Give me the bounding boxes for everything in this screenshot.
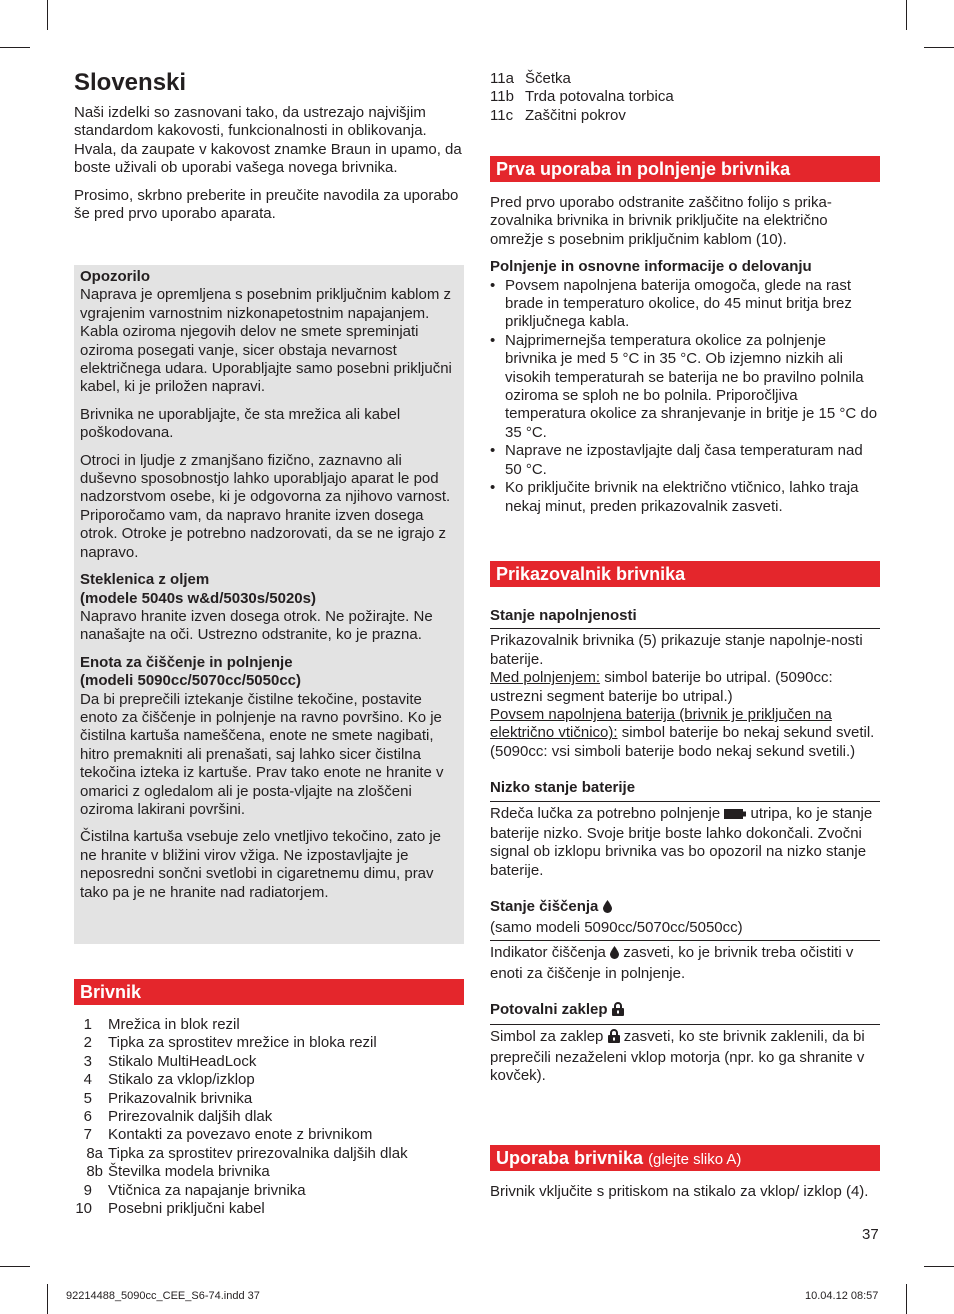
section-bar-brivnik	[74, 979, 464, 1005]
first-use-section	[490, 194, 880, 516]
list-item: 8a Tipka za sprostitev prirezovalnika daljših dlak	[86, 1144, 408, 1162]
crop-mark	[906, 0, 907, 30]
list-item: 7 Kontakti za povezavo enote z brivnikom	[83, 1126, 373, 1144]
warning-paragraph: Otroci in ljudje z zmanjšano fizično, zaznavno ali duševno sposobnostjo lahko uporabljajo aparat le pod nadzorstvom osebe, ki je odgovorna za njihovo varnost. Priporočamo vam, da napravo hranite izven dosega otrok. Otroke je potrebno nadzorovati, da se ne igrajo z napravo.	[80, 451, 451, 561]
list-item: 11c Zaščitni pokrov	[490, 106, 626, 124]
usage-section	[490, 1183, 880, 1201]
list-item: • Najprimernejša temperatura okolice za polnjenje brivnika je med 5 °C in 35 °C. Ob izjemno nizkih ali visokih temperaturah se baterija ne bo pravilno polnila oziroma se sploh ne bo polnila. Priporočljiva temperatura okolice za shranjevanje in britje je 15 °C do 35 °C.	[490, 332, 880, 442]
cleaning-heading: Stanje čiščenja	[490, 898, 599, 916]
fully-charged: Povsem napolnjena baterija (brivnik je priključen na električno vtičnico): simbol baterije bo nekaj sekund svetil. (5090cc: vsi simboli baterije bodo nekaj sekund svetili.)	[490, 706, 875, 760]
cartridge-text: Čistilna kartuša vsebuje zelo vnetljivo tekočino, zato je ne hranite v bližini virov vžiga. Ne izpostavljajte je neposredni sončni svetlobi in cigaretnemu dimu, prav tako pa je ne hranite nad radiatorjem.	[80, 828, 442, 901]
clean-unit-text: Da bi preprečili iztekanje čistilne tekočine, postavite enoto za čiščenje in polnjenje na ravno površino. Ko je čistilna kartuša nameščena, enote ne smete nagibati, hitro premakniti ali prenašati, saj lahko sicer čistilna tekočina izteka iz kartuše. Prav tako enote ne hranite v omarici z ogledalom ali je posta-vljajte na zloščeni oziroma lakirani površini.	[80, 690, 444, 818]
page-number: 37	[862, 1226, 879, 1243]
intro-paragraph: Naši izdelki so zasnovani tako, da ustrezajo najvišjim standardom kakovosti, funkcionalnosti in oblikovanja. Hvala, da zaupate v kakovost znamke Braun in upamo, da boste uživali ob uporabi vašega novega brivnika.	[74, 104, 462, 177]
low-battery-heading: Nizko stanje baterije	[490, 779, 880, 801]
warning-heading: Opozorilo	[80, 268, 150, 285]
charging-subheading: Polnjenje in osnovne informacije o delovanju	[490, 258, 812, 276]
crop-mark	[0, 47, 30, 48]
list-item: • Povsem napolnjena baterija omogoča, glede na rast brade in temperaturo okolice, do 45 minut britja brez priključnega kabla.	[490, 277, 880, 332]
crop-mark	[47, 1284, 48, 1314]
crop-mark	[906, 1284, 907, 1314]
oil-text: Napravo hranite izven dosega otrok. Ne požirajte. Ne nanašajte na oči. Ustrezno odstranite, ko je prazna.	[80, 607, 433, 644]
lock-icon	[608, 1029, 620, 1048]
cleaning-models: (samo modeli 5090cc/5070cc/5050cc)	[490, 919, 880, 941]
clean-unit-heading: Enota za čiščenje in polnjenje	[80, 653, 293, 671]
footer-file-info: 92214488_5090cc_CEE_S6-74.indd 37	[66, 1290, 260, 1302]
lock-icon	[612, 1002, 624, 1021]
parts-list	[58, 1016, 468, 1218]
section-heading: Prikazovalnik brivnika	[496, 564, 686, 584]
section-bar-display	[490, 561, 880, 587]
low-battery-text: Rdeča lučka za potrebno polnjenje utripa, ko je stanje baterije nizko. Svoje britje boste lahko dokončali. Zvočni signal ob izklopu brivnika vas bo opozoril na nizko stanje baterije.	[490, 804, 873, 879]
battery-icon	[724, 807, 746, 825]
list-item: 2 Tipka za sprostitev mrežice in bloka rezil	[83, 1034, 377, 1052]
section-bar-first-use	[490, 156, 880, 182]
warning-paragraph: Brivnika ne uporabljajte, če sta mrežica ali kabel poškodovana.	[80, 405, 401, 442]
list-item: 4 Stikalo za vklop/izklop	[83, 1071, 255, 1089]
oil-heading: Steklenica z oljem	[80, 571, 210, 589]
list-item: 6 Prirezovalnik daljših dlak	[83, 1108, 273, 1126]
section-bar-usage	[490, 1145, 880, 1171]
list-item: 1 Mrežica in blok rezil	[83, 1016, 240, 1033]
cleaning-text: Indikator čiščenja zasveti, ko je brivnik treba očistiti v enoti za čiščenje in polnjenje.	[490, 944, 854, 982]
parts-list-continued	[490, 70, 880, 125]
crop-mark	[47, 0, 48, 30]
clean-unit-models: (modeli 5090cc/5070cc/5050cc)	[80, 672, 301, 690]
section-heading-note: (glejte sliko A)	[648, 1151, 742, 1168]
charge-state-text: Prikazovalnik brivnika (5) prikazuje stanje napolnje-nosti baterije.	[490, 632, 863, 668]
crop-mark	[0, 1266, 30, 1267]
intro-paragraph: Prosimo, skrbno preberite in preučite navodila za uporabo še pred prvo uporabo aparata.	[74, 186, 459, 223]
oil-models: (modele 5040s w&d/5030s/5020s)	[80, 589, 316, 607]
intro	[74, 104, 464, 223]
travel-lock-text: Simbol za zaklep zasveti, ko ste brivnik zaklenili, da bi preprečili nezaželeni vklop motorja (npr. ko ga shranite v kovček).	[490, 1028, 865, 1085]
display-section	[490, 607, 880, 1086]
section-heading: Prva uporaba in polnjenje brivnika	[496, 159, 791, 179]
list-item: 11a Ščetka	[490, 70, 571, 87]
list-item: • Naprave ne izpostavljajte dalj časa temperaturam nad 50 °C.	[490, 442, 880, 479]
footer-timestamp: 10.04.12 08:57	[805, 1290, 879, 1302]
charge-state-heading: Stanje napolnjenosti	[490, 607, 880, 629]
charging-bullets	[490, 277, 880, 516]
first-use-text: Pred prvo uporabo odstranite zaščitno folijo s prika-zovalnika brivnika in brivnik priključite na električno omrežje s posebnim priključnim kablom (10).	[490, 194, 832, 248]
list-item: • Ko priključite brivnik na električno vtičnico, lahko traja nekaj minut, preden prikazovalnik zasveti.	[490, 479, 880, 516]
during-charging: Med polnjenjem: simbol baterije bo utripal. (5090cc: ustrezni segment baterije bo utripal.)	[490, 669, 833, 705]
droplet-icon	[610, 946, 619, 964]
droplet-icon	[603, 900, 612, 918]
section-heading: Brivnik	[80, 982, 142, 1002]
warning-paragraph: Naprava je opremljena s posebnim priključnim kablom z vgrajenim varnostnim nizkonapetostnim napajanjem. Kabla oziroma njegovih delov ne smete spreminjati oziroma posegati vanje, sicer obstaja nevarnost električnega udara. Uporabljajte samo posebni priključni kabel, ki je priložen napravi.	[80, 286, 452, 396]
page-title: Slovenski	[74, 69, 187, 96]
list-item: 11b Trda potovalna torbica	[490, 88, 674, 106]
list-item: 10 Posebni priključni kabel	[75, 1200, 265, 1218]
list-item: 9 Vtičnica za napajanje brivnika	[83, 1181, 306, 1199]
crop-mark	[924, 47, 954, 48]
list-item: 3 Stikalo MultiHeadLock	[83, 1052, 257, 1070]
list-item: 5 Prikazovalnik brivnika	[83, 1089, 253, 1107]
travel-lock-heading: Potovalni zaklep	[490, 1000, 608, 1018]
usage-text: Brivnik vključite s pritiskom na stikalo za vklop/ izklop (4).	[490, 1183, 869, 1200]
warning-box	[74, 265, 464, 944]
crop-mark	[924, 1266, 954, 1267]
list-item: 8b Številka modela brivnika	[86, 1163, 270, 1181]
cleaning-heading-block	[490, 898, 880, 918]
section-heading: Uporaba brivnika	[496, 1148, 644, 1168]
travel-lock-heading-block	[490, 1001, 880, 1025]
